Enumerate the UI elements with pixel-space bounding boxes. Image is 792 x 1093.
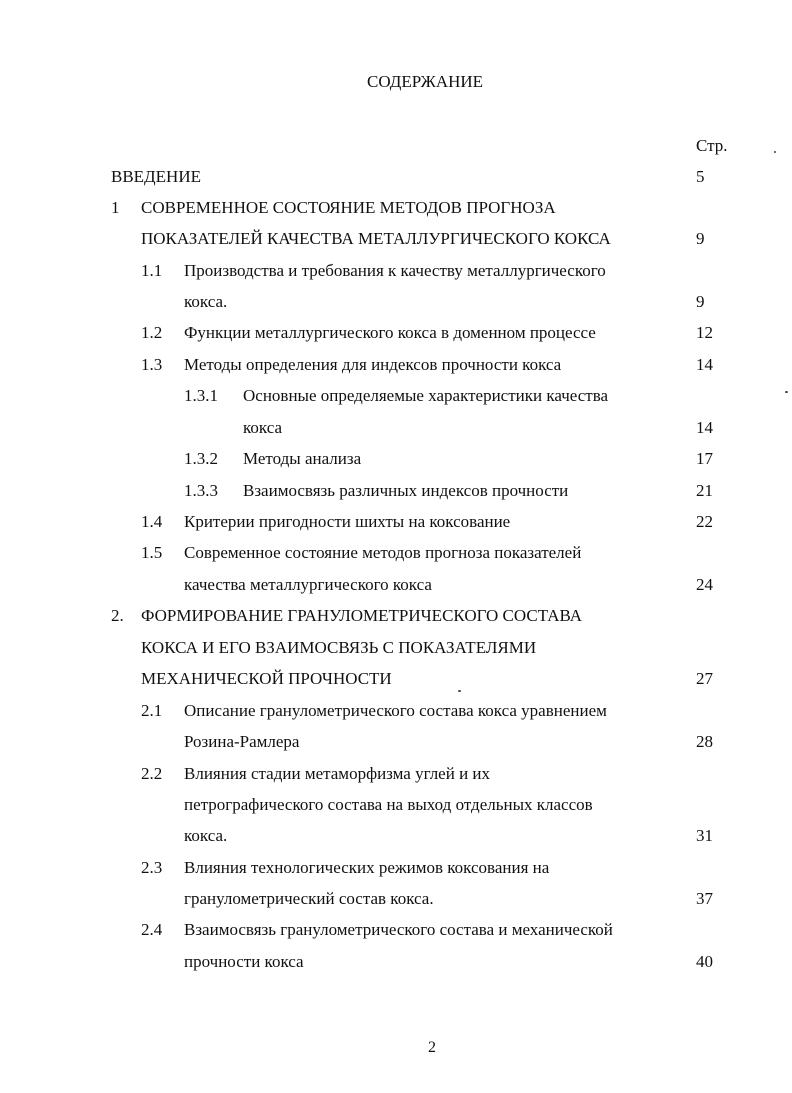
toc-entry-number: 2.2 <box>141 764 163 783</box>
scan-speck <box>458 690 461 692</box>
toc-entry-page: 9 <box>696 229 705 248</box>
toc-entry-page: 40 <box>696 952 713 971</box>
toc-entry-page: 27 <box>696 669 713 688</box>
toc-entry-line: Основные определяемые характеристики качества <box>243 386 609 405</box>
toc-entry-line: Розина-Рамлера <box>184 732 300 751</box>
page-number: 2 <box>428 1039 436 1056</box>
toc-entry-page: 17 <box>696 449 713 468</box>
scan-speck <box>785 391 788 393</box>
toc-entry-number: 1.3 <box>141 355 163 374</box>
toc-entry-number: 2.1 <box>141 701 163 720</box>
toc-entry-page: 5 <box>696 167 705 186</box>
toc-entry-line: Влияния технологических режимов коксования на <box>184 858 550 877</box>
toc-entry-text: ВВЕДЕНИЕ <box>111 167 201 186</box>
toc-entry-line: Взаимосвязь гранулометрического состава и механической <box>184 920 613 939</box>
toc-entry-line: СОВРЕМЕННОЕ СОСТОЯНИЕ МЕТОДОВ ПРОГНОЗА <box>141 198 556 217</box>
scan-speck <box>774 151 776 153</box>
toc-entry-line: ПОКАЗАТЕЛЕЙ КАЧЕСТВА МЕТАЛЛУРГИЧЕСКОГО КОКСА <box>141 229 611 248</box>
toc-entry-page: 28 <box>696 732 713 751</box>
toc-entry-number: 2. <box>111 606 124 625</box>
toc-entry-text: Методы определения для индексов прочности кокса <box>184 355 562 374</box>
toc-entry-number: 1.3.2 <box>184 449 218 468</box>
toc-entry-page: 24 <box>696 575 713 594</box>
toc-entry-line: Производства и требования к качеству металлургического <box>184 261 606 280</box>
toc-entry-number: 2.4 <box>141 920 163 939</box>
toc-entry-page: 9 <box>696 292 705 311</box>
toc-entry-line: гранулометрический состав кокса. <box>184 889 434 908</box>
toc-entry-page: 22 <box>696 512 713 531</box>
toc-entry-line: КОКСА И ЕГО ВЗАИМОСВЯЗЬ С ПОКАЗАТЕЛЯМИ <box>141 638 537 657</box>
page-column-header: Стр. <box>696 136 728 155</box>
toc-entry-page: 14 <box>696 418 713 437</box>
page-title: СОДЕРЖАНИЕ <box>367 72 484 91</box>
toc-entry-text: Функции металлургического кокса в доменном процессе <box>184 323 596 342</box>
toc-entry-number: 1.3.1 <box>184 386 218 405</box>
toc-entry-number: 1.3.3 <box>184 481 218 500</box>
toc-entry-line: кокса. <box>184 292 228 311</box>
toc-entry-number: 2.3 <box>141 858 163 877</box>
toc-entry-number: 1.2 <box>141 323 163 342</box>
toc-entry-line: петрографического состава на выход отдельных классов <box>184 795 593 814</box>
toc-entry-page: 31 <box>696 826 713 845</box>
toc-entry-line: Влияния стадии метаморфизма углей и их <box>184 764 491 783</box>
toc-entry-page: 37 <box>696 889 713 908</box>
toc-entry-page: 21 <box>696 481 713 500</box>
toc-entry-line: Описание гранулометрического состава кокса уравнением <box>184 701 607 720</box>
toc-entry-number: 1.1 <box>141 261 163 280</box>
toc-entry-text: Критерии пригодности шихты на коксование <box>184 512 511 531</box>
toc-entry-line: кокса. <box>184 826 228 845</box>
toc-entry-number: 1.5 <box>141 543 163 562</box>
toc-entry-page: 14 <box>696 355 713 374</box>
toc-entry-line: кокса <box>243 418 283 437</box>
toc-entry-line: Современное состояние методов прогноза показателей <box>184 543 582 562</box>
toc-entry-text: Методы анализа <box>243 449 362 468</box>
toc-entry-line: качества металлургического кокса <box>184 575 432 594</box>
toc-entry-number: 1.4 <box>141 512 163 531</box>
toc-entry-line: прочности кокса <box>184 952 304 971</box>
toc-entry-line: МЕХАНИЧЕСКОЙ ПРОЧНОСТИ <box>141 669 392 688</box>
toc-entry-line: ФОРМИРОВАНИЕ ГРАНУЛОМЕТРИЧЕСКОГО СОСТАВА <box>141 606 583 625</box>
toc-entry-number: 1 <box>111 198 120 217</box>
toc-entry-text: Взаимосвязь различных индексов прочности <box>243 481 569 500</box>
toc-entry-page: 12 <box>696 323 713 342</box>
